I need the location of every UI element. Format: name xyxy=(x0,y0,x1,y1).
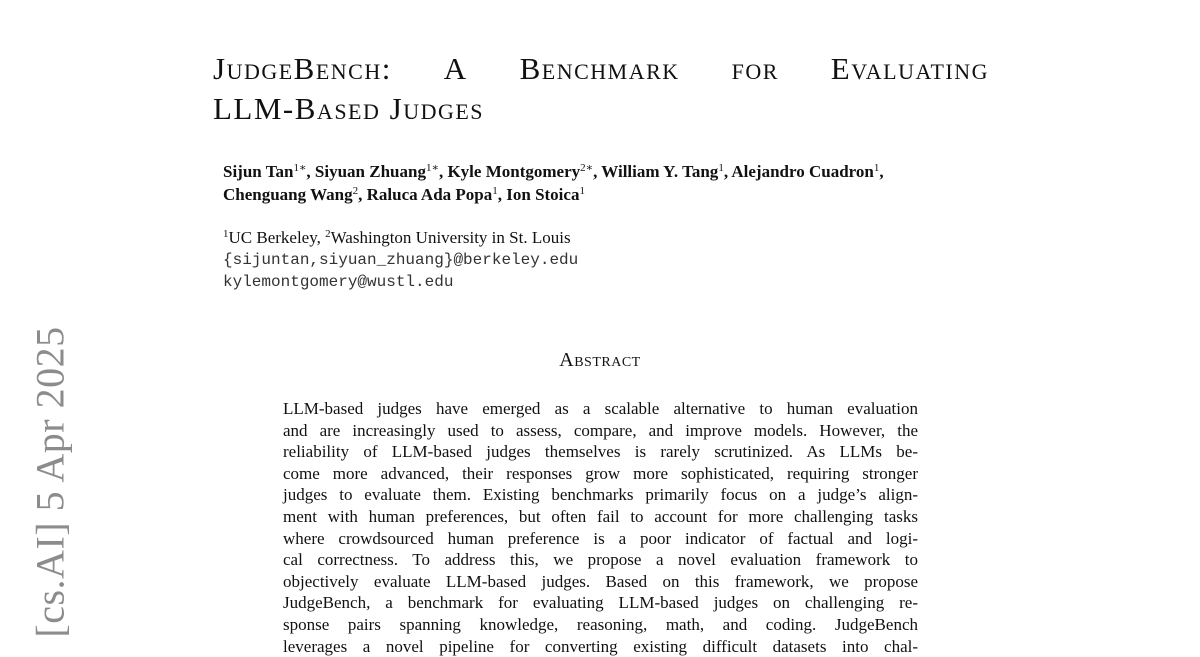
paper-title xyxy=(213,49,989,129)
author-line-1: Sijun Tan$^{1∗}$, Siyuan Zhuang$^{1∗}$, Kyle Montgomery$^{2∗}$, William Y. Tang$^1$, Alejandro Cuadron$^1$, xyxy=(223,162,884,181)
abstract-line: where crowdsourced human preference is a poor indicator of factual and logi- xyxy=(283,528,918,548)
abstract-line: ment with human preferences, but often fail to account for more challenging tasks xyxy=(283,506,918,526)
abstract-line: judges to evaluate them. Existing benchmarks primarily focus on a judge’s align- xyxy=(283,485,918,505)
author-affiliation-mark: 1∗ xyxy=(293,162,307,174)
abstract-line: reliability of LLM-based judges themselves is rarely scrutinized. As LLMs be- xyxy=(283,442,918,462)
author-affiliation-mark: 1 xyxy=(873,162,880,174)
abstract-line: objectively evaluate LLM-based judges. Based on this framework, we propose xyxy=(283,571,918,591)
affiliation-wustl: Washington University in St. Louis xyxy=(330,228,571,247)
title-line-2: LLM-Based Judges xyxy=(213,91,485,126)
author-affiliation-mark: 1 xyxy=(579,185,585,197)
affiliation-berkeley: UC Berkeley, xyxy=(228,228,326,247)
title-line-1 xyxy=(213,49,989,89)
abstract-line: JudgeBench, a benchmark for evaluating LLM-based judges on challenging re- xyxy=(283,593,918,613)
arxiv-stamp: [cs.AI] 5 Apr 2025 xyxy=(27,326,73,638)
author-name: Ion Stoica xyxy=(506,185,580,204)
email-wustl: kylemontgomery@wustl.edu xyxy=(223,273,454,291)
abstract-line: and are increasingly used to assess, compare, and improve models. However, the xyxy=(283,420,918,440)
author-name: Sijun Tan xyxy=(223,162,294,181)
author-name: Kyle Montgomery xyxy=(447,162,581,181)
email-berkeley: {sijuntan,siyuan_zhuang}@berkeley.edu xyxy=(223,251,579,269)
author-affiliation-mark: 1 xyxy=(492,185,498,197)
author-affiliation-mark: 2 xyxy=(352,185,359,197)
abstract-line: leverages a novel pipeline for converting existing difficult datasets into chal- xyxy=(283,636,918,656)
affiliations-block xyxy=(223,227,578,293)
affiliation-mark: 1 xyxy=(223,228,229,240)
author-name: Raluca Ada Popa xyxy=(366,185,493,204)
title-word: Benchmark xyxy=(519,51,680,86)
abstract-line: LLM-based judges have emerged as a scalable alternative to human evaluation xyxy=(283,399,918,418)
abstract-heading: Abstract xyxy=(559,349,641,371)
abstract-body xyxy=(283,398,918,657)
title-word: A xyxy=(443,51,468,86)
author-affiliation-mark: 1∗ xyxy=(425,162,439,174)
affiliation-mark: 2 xyxy=(325,228,331,240)
author-name: Chenguang Wang xyxy=(223,185,353,204)
abstract-line: sponse pairs spanning knowledge, reasoning, math, and coding. JudgeBench xyxy=(283,614,918,634)
author-list xyxy=(223,160,1003,206)
author-name: Alejandro Cuadron xyxy=(731,162,874,181)
author-affiliation-mark: 1 xyxy=(718,162,724,174)
affiliation-line xyxy=(223,227,578,249)
abstract-line: cal correctness. To address this, we propose a novel evaluation framework to xyxy=(283,550,918,570)
author-affiliation-mark: 2∗ xyxy=(580,162,594,174)
author-name: Siyuan Zhuang xyxy=(314,162,426,181)
author-line-2: Chenguang Wang$^2$, Raluca Ada Popa$^1$, Ion Stoica$^1$ xyxy=(223,185,585,204)
abstract-line: come more advanced, their responses grow more sophisticated, requiring stronger xyxy=(283,463,918,483)
title-word: Evaluating xyxy=(830,51,989,86)
title-word: for xyxy=(731,51,779,86)
author-name: William Y. Tang xyxy=(601,162,719,181)
title-word: JudgeBench: xyxy=(213,51,392,86)
